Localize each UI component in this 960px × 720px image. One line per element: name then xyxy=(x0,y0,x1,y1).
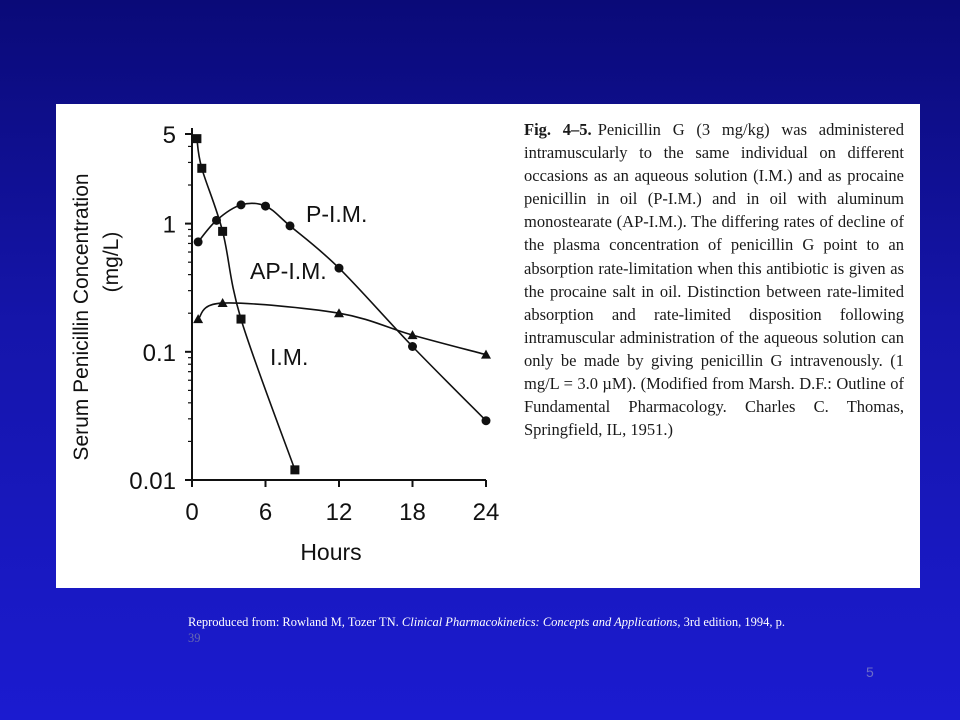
chart-curves xyxy=(197,139,486,470)
slide-number: 5 xyxy=(866,664,874,680)
marker-p-i-m xyxy=(261,202,270,211)
marker-p-i-m xyxy=(408,342,417,351)
marker-i-m xyxy=(192,134,201,143)
y-tick-label: 1 xyxy=(162,211,176,239)
marker-i-m xyxy=(290,465,299,474)
series-line-ap-i-m xyxy=(198,303,486,355)
marker-p-i-m xyxy=(194,237,203,246)
marker-i-m xyxy=(218,227,227,236)
marker-p-i-m xyxy=(335,264,344,273)
caption-label: Fig. 4–5. xyxy=(524,120,592,139)
x-tick-label: 18 xyxy=(399,499,426,526)
source-reference xyxy=(188,614,788,646)
x-tick-label: 6 xyxy=(258,499,273,526)
figure-caption xyxy=(524,118,904,441)
caption-text: Penicillin G (3 mg/kg) was administered intramuscularly to the same individual on different occasions as an aqueous solution (I.M.) and as procaine penicillin in oil (P-I.M.) and in oil with aluminum monostearate (AP-I.M.). The differing rates of decline of the plasma concentration of penicillin G point to an absorption rate-limitation when this antibiotic is given as the procaine salt in oil. Distinction between rate-limited absorption and rate-limited disposition following intramuscular administration of the aqueous solution can only be made by giving penicillin G intravenously. (1 mg/L = 3.0 µM). (Modified from Marsh. D.F.: Outline of Fundamental Pharmacology. Charles C. Thomas, Springfield, IL, 1951.) xyxy=(524,120,904,440)
marker-p-i-m xyxy=(237,200,246,209)
x-tick-label: 24 xyxy=(472,499,500,526)
reference-suffix: , 3rd edition, 1994, p. xyxy=(677,615,785,629)
y-tick-label: 5 xyxy=(162,122,176,149)
marker-p-i-m xyxy=(482,416,491,425)
x-axis-title: Hours xyxy=(300,539,362,565)
x-tick-label: 0 xyxy=(185,499,199,526)
x-tick-label: 12 xyxy=(325,499,353,526)
marker-ap-i-m xyxy=(193,314,203,323)
penicillin-concentration-chart xyxy=(56,104,520,588)
marker-i-m xyxy=(237,315,246,324)
y-tick-label: 0.01 xyxy=(129,468,176,495)
series-label-ap-i-m: AP-I.M. xyxy=(250,258,327,284)
series-line-p-i-m xyxy=(198,203,486,420)
chart-axes xyxy=(185,128,486,487)
chart-labels xyxy=(70,122,499,565)
reference-title: Clinical Pharmacokinetics: Concepts and Applications xyxy=(401,615,678,629)
y-axis-title: Serum Penicillin Concentration xyxy=(70,173,93,461)
reference-page: 39 xyxy=(188,631,201,645)
y-axis-title-unit: (mg/L) xyxy=(100,231,123,293)
marker-p-i-m xyxy=(212,216,221,225)
marker-p-i-m xyxy=(286,221,295,230)
series-label-i-m: I.M. xyxy=(270,344,309,370)
reference-prefix: Reproduced from: Rowland M, Tozer TN. xyxy=(188,615,402,629)
y-tick-label: 0.1 xyxy=(142,339,176,367)
series-label-p-i-m: P-I.M. xyxy=(306,201,368,227)
marker-i-m xyxy=(197,164,206,173)
figure-panel xyxy=(56,104,920,588)
